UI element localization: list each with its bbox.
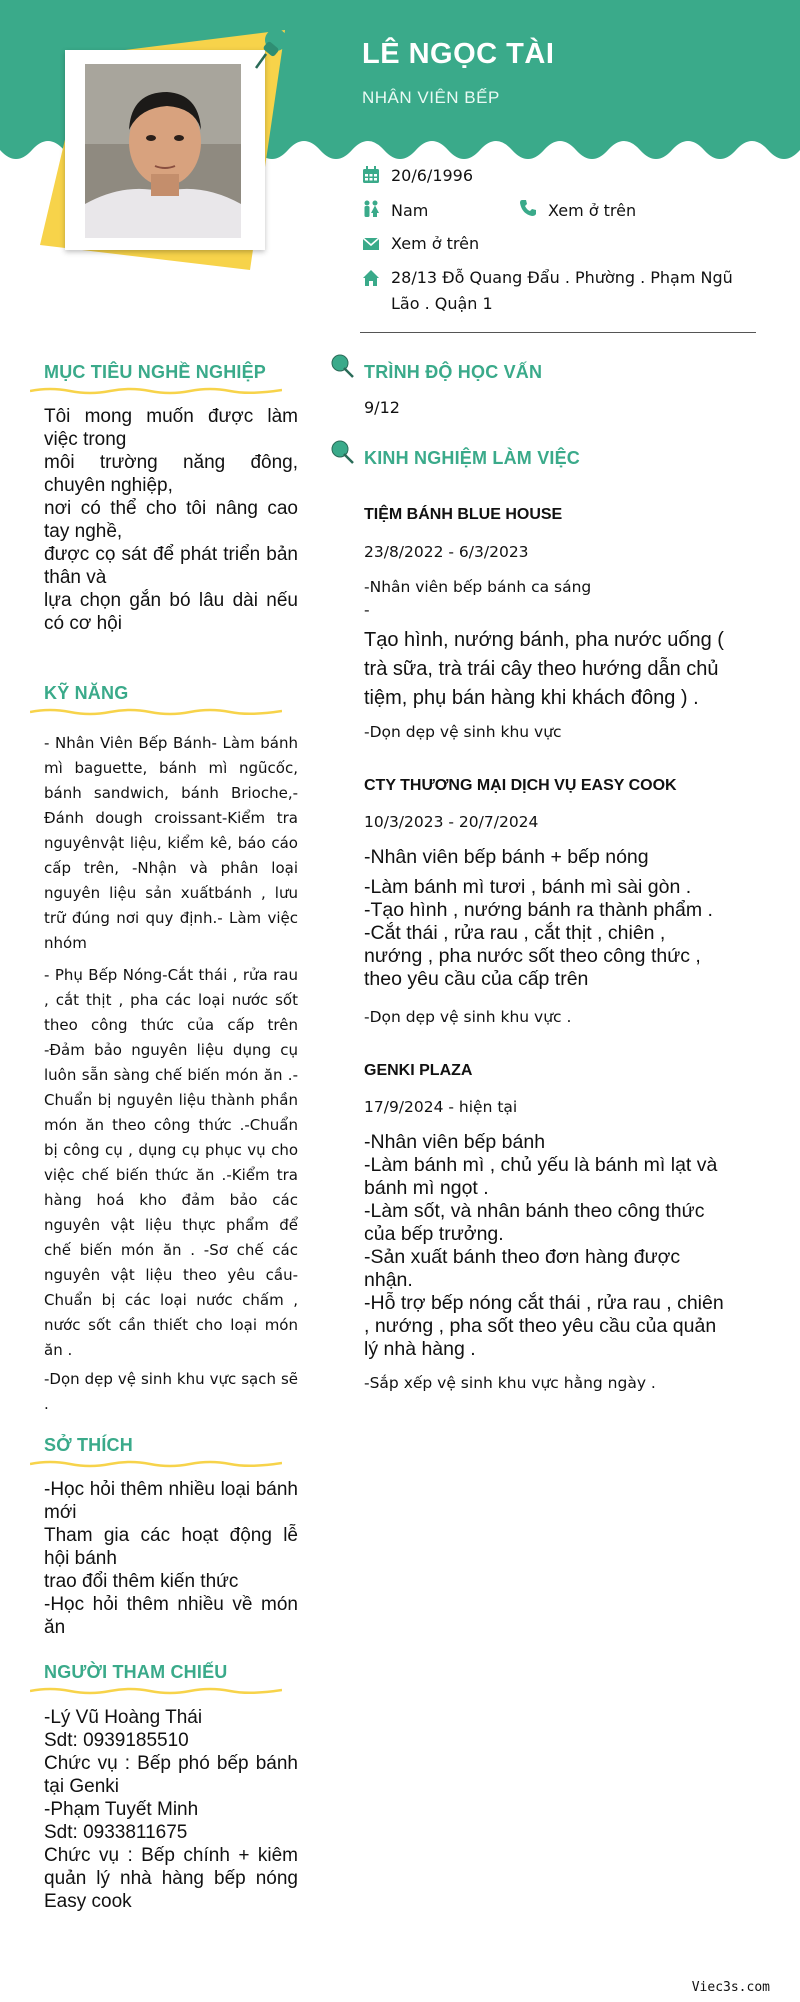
job-1-desc-line: Tạo hình, nướng bánh, pha nước uống (: [364, 629, 724, 651]
objective-text: [44, 405, 298, 635]
phone-value: Xem ở trên: [548, 201, 637, 220]
job-2-desc-line: nướng , pha nước sốt theo công thức ,: [364, 945, 701, 967]
experience-title: KINH NGHIỆM LÀM VIỆC: [364, 448, 581, 468]
job-title: NHÂN VIÊN BẾP: [362, 88, 500, 107]
gender-icon: [362, 200, 380, 218]
skills-underline: [30, 707, 282, 717]
objective-line: Tôi mong muốn được làm việc trong: [44, 406, 298, 450]
job-3-date: 17/9/2024 - hiện tại: [364, 1098, 518, 1116]
hobbies-title: SỞ THÍCH: [44, 1435, 133, 1455]
gender-value: Nam: [391, 201, 429, 220]
job-3-desc-line: -Hỗ trợ bếp nóng cắt thái , rửa rau , chiên: [364, 1292, 724, 1314]
job-2-date: 10/3/2023 - 20/7/2024: [364, 813, 539, 831]
objective-underline: [30, 386, 282, 396]
calendar-icon: [362, 166, 380, 184]
contact-divider: [360, 332, 756, 333]
objective-line: lựa chọn gắn bó lâu dài nếu có cơ hội: [44, 590, 298, 634]
education-title: TRÌNH ĐỘ HỌC VẤN: [364, 362, 543, 382]
email-value: Xem ở trên: [391, 234, 480, 253]
job-1-dash: -: [364, 601, 370, 619]
reference-line: Sdt: 0933811675: [44, 1822, 188, 1843]
job-3-desc-line: -Sản xuất bánh theo đơn hàng được: [364, 1246, 681, 1268]
hobby-line: -Học hỏi thêm nhiều loại bánh mới: [44, 1479, 298, 1523]
skills-paragraph-2: - Phụ Bếp Nóng-Cắt thái , rửa rau , cắt thịt , pha các loại nước sốt theo công thức của cấp trên -Đảm bảo nguyên liệu dụng cụ luôn sẵn sàng chế biến món ăn .-Chuẩn bị nguyên liệu thành phần món ăn theo công thức .-Chuẩn bị công cụ , dụng cụ phục vụ cho việc chế biến thức ăn .-Kiểm tra hàng hoá kho đảm bảo các nguyên vật liệu thực phẩm để chế biến món ăn . -Sơ chế các nguyên vật liệu theo yêu cầu-Chuẩn bị các loại nước chấm , nước sốt cần thiết cho loại món ăn .: [44, 966, 298, 1359]
skills-paragraph-3: -Dọn dẹp vệ sinh khu vực sạch sẽ .: [44, 1370, 298, 1413]
job-1-desc-line: tiệm, phụ bán hàng khi khách đông ) .: [364, 687, 699, 709]
job-2-description: [364, 846, 713, 991]
pushpin-icon: [252, 26, 292, 72]
objective-title: MỤC TIÊU NGHỀ NGHIỆP: [44, 362, 267, 382]
job-3-desc-line: của bếp trưởng.: [364, 1223, 504, 1245]
job-3-cleaning: -Sắp xếp vệ sinh khu vực hằng ngày .: [364, 1374, 656, 1392]
objective-line: nơi có thể cho tôi nâng cao tay nghề,: [44, 498, 298, 542]
birthday-value: 20/6/1996: [391, 166, 474, 185]
experience-pin-icon: [328, 438, 356, 466]
reference-line: Sdt: 0939185510: [44, 1730, 189, 1751]
reference-line: Chức vụ : Bếp phó bếp bánh tại Genki: [44, 1753, 298, 1797]
job-2-desc-line: -Làm bánh mì tươi , bánh mì sài gòn .: [364, 876, 692, 898]
job-3-desc-line: nhận.: [364, 1269, 413, 1291]
job-1-desc-line: trà sữa, trà trái cây theo hướng dẫn chủ: [364, 658, 719, 680]
photo-frame: [65, 50, 265, 250]
job-2-desc-line: theo yêu cầu của cấp trên: [364, 968, 589, 990]
job-2-desc-line: -Nhân viên bếp bánh + bếp nóng: [364, 846, 649, 868]
job-1-cleaning: -Dọn dẹp vệ sinh khu vực: [364, 723, 562, 741]
job-3-desc-line: , nướng , pha sốt theo yêu cầu của quản: [364, 1315, 717, 1337]
home-icon: [362, 269, 380, 287]
job-1-date: 23/8/2022 - 6/3/2023: [364, 543, 529, 561]
reference-line: Chức vụ : Bếp chính + kiêm quản lý nhà hàng bếp nóng Easy cook: [44, 1845, 298, 1912]
references-title: NGƯỜI THAM CHIẾU: [44, 1662, 228, 1682]
reference-line: -Phạm Tuyết Minh: [44, 1799, 199, 1820]
objective-line: môi trường năng đông, chuyên nghiệp,: [44, 452, 298, 496]
skills-title: KỸ NĂNG: [44, 683, 129, 703]
hobbies-underline: [30, 1459, 282, 1469]
job-2-desc-line: -Cắt thái , rửa rau , cắt thịt , chiên ,: [364, 922, 666, 944]
job-1-role: -Nhân viên bếp bánh ca sáng: [364, 578, 592, 596]
job-2-company: CTY THƯƠNG MẠI DỊCH VỤ EASY COOK: [364, 777, 677, 794]
job-3-desc-line: lý nhà hàng .: [364, 1338, 476, 1360]
profile-photo: [85, 64, 241, 238]
footer-watermark: Viec3s.com: [691, 1980, 770, 1995]
hobby-line: -Học hỏi thêm nhiều về món ăn: [44, 1594, 298, 1638]
objective-line: được cọ sát để phát triển bản thân và: [44, 544, 298, 588]
job-3-desc-line: -Làm sốt, và nhân bánh theo công thức: [364, 1200, 705, 1222]
job-3-description: [364, 1131, 724, 1361]
references-text: [44, 1706, 298, 1913]
candidate-name: LÊ NGỌC TÀI: [362, 38, 555, 70]
job-3-desc-line: -Làm bánh mì , chủ yếu là bánh mì lạt và: [364, 1154, 718, 1176]
job-1-description: [364, 626, 724, 713]
education-pin-icon: [328, 352, 356, 380]
phone-icon: [519, 199, 537, 217]
reference-line: -Lý Vũ Hoàng Thái: [44, 1707, 203, 1728]
job-1-company: TIỆM BÁNH BLUE HOUSE: [364, 506, 563, 523]
education-value: 9/12: [364, 398, 400, 417]
job-3-desc-line: bánh mì ngọt .: [364, 1177, 489, 1199]
job-2-cleaning: -Dọn dẹp vệ sinh khu vực .: [364, 1008, 572, 1026]
job-2-desc-line: -Tạo hình , nướng bánh ra thành phẩm .: [364, 899, 713, 921]
hobby-line: trao đổi thêm kiến thức: [44, 1571, 239, 1592]
skills-paragraph-1: - Nhân Viên Bếp Bánh- Làm bánh mì baguette, bánh mì ngũcốc, bánh sandwich, bánh Brioche,-Đánh dough croissant-Kiểm tra nguyênvật liệu, kiểm kê, báo cáo cấp trên, -Nhận và phân loại nguyên liệu sản xuấtbánh , lưu trữ đúng nơi quy định.- Làm việc nhóm: [44, 734, 298, 952]
address-line-2: Lão . Quận 1: [391, 294, 493, 313]
job-3-desc-line: -Nhân viên bếp bánh: [364, 1131, 546, 1153]
job-3-company: GENKI PLAZA: [364, 1062, 473, 1079]
hobby-line: Tham gia các hoạt động lễ hội bánh: [44, 1525, 298, 1569]
hobbies-text: [44, 1478, 298, 1639]
references-underline: [30, 1686, 282, 1696]
email-icon: [362, 235, 380, 253]
address-line-1: 28/13 Đỗ Quang Đẩu . Phường . Phạm Ngũ: [391, 268, 733, 287]
